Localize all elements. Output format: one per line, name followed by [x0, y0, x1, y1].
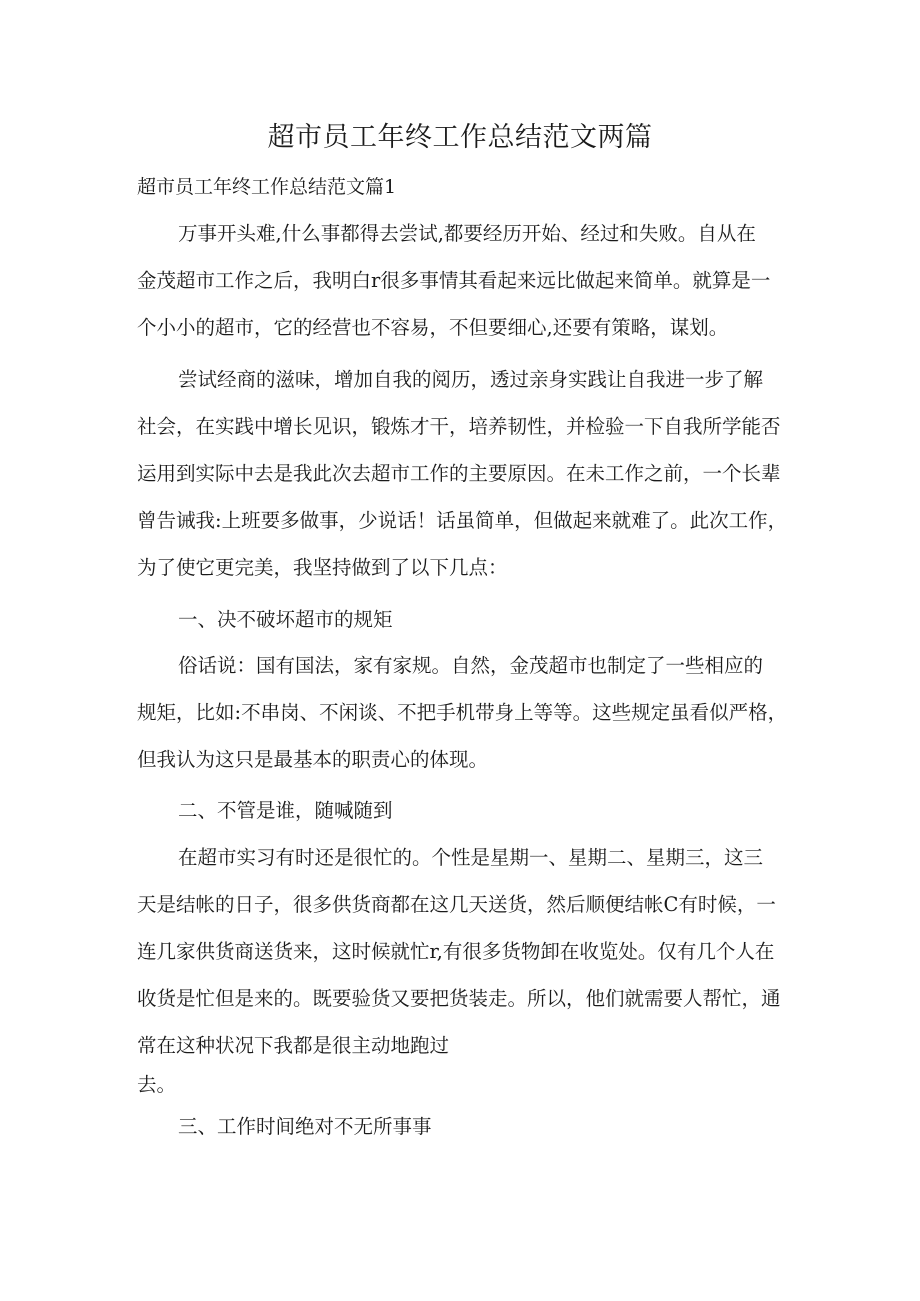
paragraph-line: 万事开头难,什么事都得去尝试,都要经历开始、经过和失败。自从在: [178, 222, 756, 245]
paragraph-line: 个小小的超市，它的经营也不容易，不但要细心,还要有策略，谋划。: [137, 316, 729, 339]
paragraph-2: [137, 356, 797, 591]
section-heading-3: 三、工作时间绝对不无所事事: [178, 1115, 432, 1138]
paragraph-line: 社会，在实践中增长见识，锻炼才干，培养韧性，并检验一下自我所学能否: [137, 415, 781, 438]
paragraph-line: 收货是忙但是来的。既要验货又要把货装走。所以，他们就需要人帮忙，通: [137, 987, 781, 1010]
paragraph-line: 天是结帐的日子，很多供货商都在这几天送货，然后顺便结帐C有时候，一: [137, 893, 776, 916]
document-title: 超市员工年终工作总结范文两篇: [267, 122, 653, 153]
paragraph-line: 运用到实际中去是我此次去超市工作的主要原因。在未工作之前，一个长辈: [137, 462, 781, 485]
paragraph-line: 曾告诫我:上班要多做事，少说话！话虽简单，但做起来就难了。此次工作，: [137, 509, 788, 532]
section-heading-1: 一、决不破坏超市的规矩: [178, 608, 393, 631]
paragraph-line: 规矩，比如:不串岗、不闲谈、不把手机带身上等等。这些规定虽看似严格，: [137, 701, 788, 724]
section-heading-2: 二、不管是谁，随喊随到: [178, 799, 393, 822]
paragraph-line: 为了使它更完美，我坚持做到了以下几点：: [137, 556, 508, 579]
paragraph-line: 在超市实习有时还是很忙的。个性是星期一、星期二、星期三，这三: [178, 846, 764, 869]
paragraph-3: [137, 642, 797, 783]
paragraph-1: [137, 210, 797, 351]
paragraph-line: 俗话说：国有国法，家有家规。自然，金茂超市也制定了一些相应的: [178, 654, 764, 677]
paragraph-line: 尝试经商的滋味，增加自我的阅历，透过亲身实践让自我进一步了解: [178, 368, 764, 391]
paragraph-4: [137, 834, 797, 1069]
paragraph-line: 常在这种状况下我都是很主动地跑过: [137, 1034, 450, 1057]
paragraph-line: 金茂超市工作之后，我明白r很多事情其看起来远比做起来简单。就算是一: [137, 269, 771, 292]
paragraph-4-tail: 去。: [137, 1073, 177, 1096]
section-subtitle: 超市员工年终工作总结范文篇1: [137, 176, 397, 198]
paragraph-line: 但我认为这只是最基本的职责心的体现。: [137, 748, 489, 771]
paragraph-line: 连几家供货商送货来，这时候就忙r,有很多货物卸在收览处。仅有几个人在: [137, 940, 775, 963]
